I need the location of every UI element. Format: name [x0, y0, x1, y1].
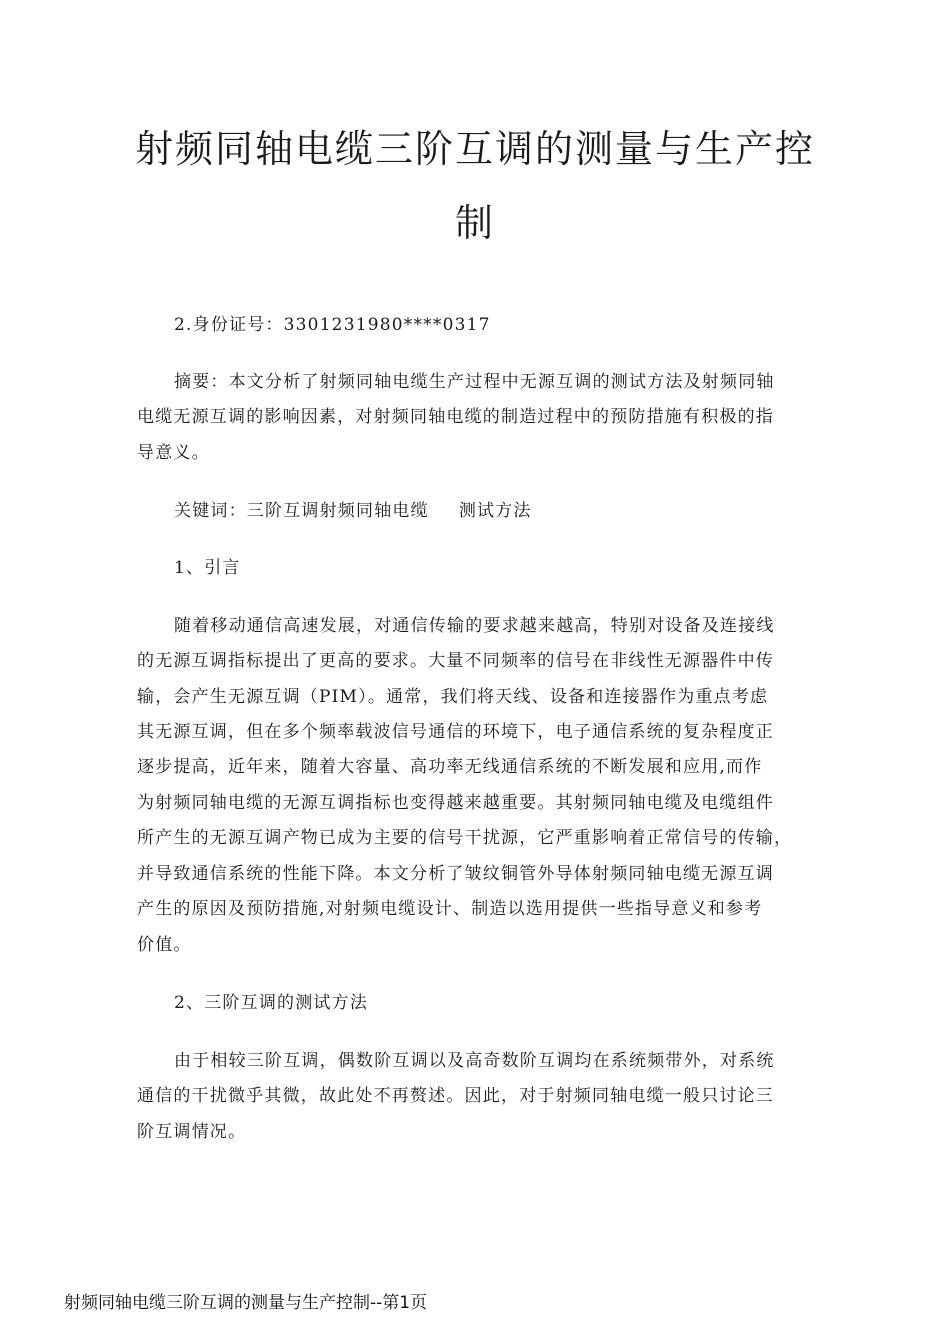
paragraph-line: 其无源互调，但在多个频率载波信号通信的环境下，电子通信系统的复杂程度正	[137, 722, 774, 742]
keywords-line	[174, 498, 864, 524]
paragraph-line: 为射频同轴电缆的无源互调指标也变得越来越重要。其射频同轴电缆及电缆组件	[137, 793, 774, 813]
abstract-line: 导意义。	[137, 443, 210, 463]
section-2-heading: 2、三阶互调的测试方法	[174, 993, 369, 1013]
paragraph-line: 并导致通信系统的性能下降。本文分析了皱纹铜管外导体射频同轴电缆无源互调	[137, 864, 774, 884]
section-1-heading: 1、引言	[174, 558, 241, 578]
page-footer: 射频同轴电缆三阶互调的测量与生产控制--第1页	[64, 1293, 428, 1313]
abstract-line: 电缆无源互调的影响因素，对射频同轴电缆的制造过程中的预防措施有积极的指	[137, 407, 774, 427]
document-title-continued: 制	[454, 201, 495, 245]
id-number-line: 2.身份证号：3301231980****0317	[174, 315, 491, 335]
paragraph-line: 由于相较三阶互调，偶数阶互调以及高奇数阶互调均在系统频带外，对系统	[174, 1051, 775, 1071]
document-title: 射频同轴电缆三阶互调的测量与生产控	[134, 127, 815, 171]
paragraph-line: 通信的干扰微乎其微，故此处不再赘述。因此，对于射频同轴电缆一般只讨论三	[137, 1086, 774, 1106]
paragraph-line: 随着移动通信高速发展，对通信传输的要求越来越高，特别对设备及连接线	[174, 616, 775, 636]
keyword-test-method: 测试方法	[458, 501, 532, 521]
paragraph-line: 输，会产生无源互调（PIM）。通常，我们将天线、设备和连接器作为重点考虑	[137, 687, 769, 707]
paragraph-line: 逐步提高，近年来，随着大容量、高功率无线通信系统的不断发展和应用,而作	[137, 757, 763, 777]
paragraph-line: 价值。	[137, 935, 192, 955]
paragraph-line: 产生的原因及预防措施,对射频电缆设计、制造以选用提供一些指导意义和参考	[137, 899, 763, 919]
paragraph-line: 阶互调情况。	[137, 1122, 247, 1142]
abstract-line: 摘要：本文分析了射频同轴电缆生产过程中无源互调的测试方法及射频同轴	[174, 372, 775, 392]
paragraph-line: 的无源互调指标提出了更高的要求。大量不同频率的信号在非线性无源器件中传	[137, 651, 774, 671]
paragraph-line: 所产生的无源互调产物已成为主要的信号干扰源，它严重影响着正常信号的传输，	[137, 828, 793, 848]
keywords-label: 关键词：三阶互调射频同轴电缆	[174, 501, 429, 521]
